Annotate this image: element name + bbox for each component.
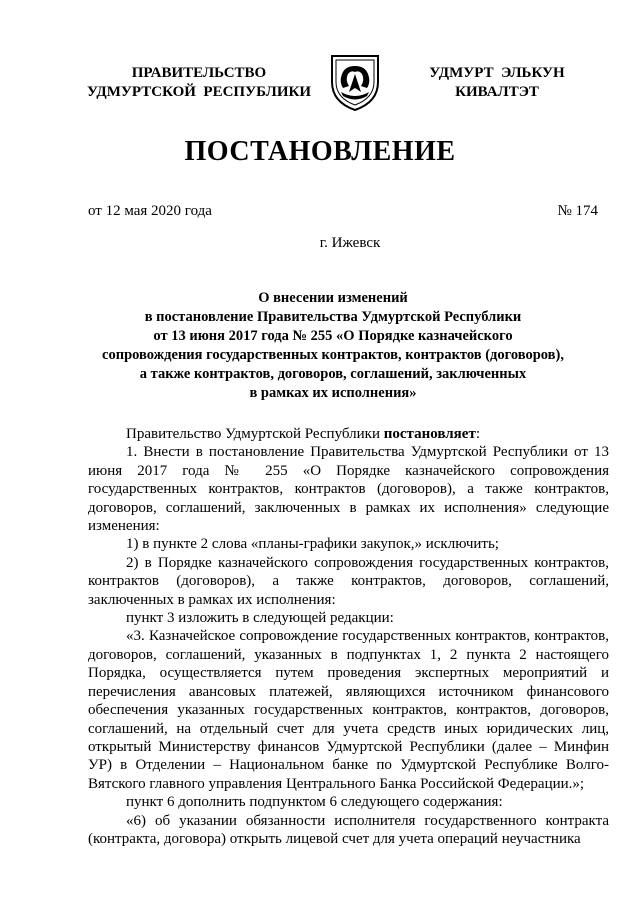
document-body (88, 425, 609, 848)
document-date: от 12 мая 2020 года (88, 203, 212, 219)
body-paragraph: 1) в пункте 2 слова «планы-графики закупок,» исключить; (126, 536, 499, 553)
issuer-udmurt-line-2: КИВАЛТЭТ (455, 84, 539, 100)
intro-colon: : (475, 426, 480, 442)
issuer-udmurt-line-1: УДМУРТ ЭЛЬКУН (429, 65, 565, 81)
issuer-line-2: УДМУРТСКОЙ РЕСПУБЛИКИ (86, 84, 312, 100)
title-line: в рамках их исполнения» (249, 385, 417, 401)
body-paragraph: пункт 6 дополнить подпунктом 6 следующего содержания: (126, 794, 503, 811)
body-paragraph: 2) в Порядке казначейского сопровождения государственных контрактов, контрактов (договоров), а также контрактов, договоров, соглашений, заключенных в рамках их исполнения: (88, 554, 609, 608)
intro-paragraph (88, 425, 609, 443)
title-line: от 13 июня 2017 года № 255 «О Порядке казначейского (153, 328, 513, 344)
document-type-heading: ПОСТАНОВЛЕНИЕ (184, 136, 456, 167)
udmurtia-coat-of-arms-icon (329, 52, 381, 112)
issuer-name-udmurt (412, 64, 582, 102)
title-line: сопровождения государственных контрактов, контрактов (договоров), (102, 347, 564, 363)
body-paragraph: «6) об указании обязанности исполнителя государственного контракта (контракта, договора) открыть лицевой счет для учета операций неучастника (88, 812, 609, 847)
body-paragraph: «3. Казначейское сопровождение государственных контрактов, контрактов, договоров, соглашений, указанных в подпунктах 1, 2 пункта 2 настоящего Порядка, осуществляется путем проведения экспертных мероприятий и перечисления авансовых платежей, являющихся источником финансового обеспечения указанных государственных контрактов, контрактов, договоров, соглашений, на отдельный счет для учета средств иных юридических лиц, открытый Министерству финансов Удмуртской Республики (далее – Минфин УР) в Отделении – Национальном банке по Удмуртской Республике Волго-Вятского главного управления Центрального Банка Российской Федерации.»; (88, 628, 609, 792)
title-line: в постановление Правительства Удмуртской Республики (144, 309, 522, 325)
body-paragraph: пункт 3 изложить в следующей редакции: (126, 610, 394, 627)
document-title (88, 289, 578, 403)
issuer-line-1: ПРАВИТЕЛЬСТВО (131, 65, 267, 81)
issuer-name-russian (84, 64, 314, 102)
intro-keyword: постановляет (383, 426, 476, 442)
document-city: г. Ижевск (319, 235, 381, 251)
intro-text: Правительство Удмуртской Республики (126, 426, 384, 442)
body-paragraph: 1. Внести в постановление Правительства Удмуртской Республики от 13 июня 2017 года № 255 «О Порядке казначейского сопровождения государственных контрактов, контрактов (договоров), а также контрактов, договоров, соглашений, заключенных в рамках их исполнения» следующие изменения: (88, 444, 609, 535)
document-number: № 174 (557, 203, 598, 219)
title-line: а также контрактов, договоров, соглашений, заключенных (139, 366, 527, 382)
title-line: О внесении изменений (258, 290, 408, 306)
